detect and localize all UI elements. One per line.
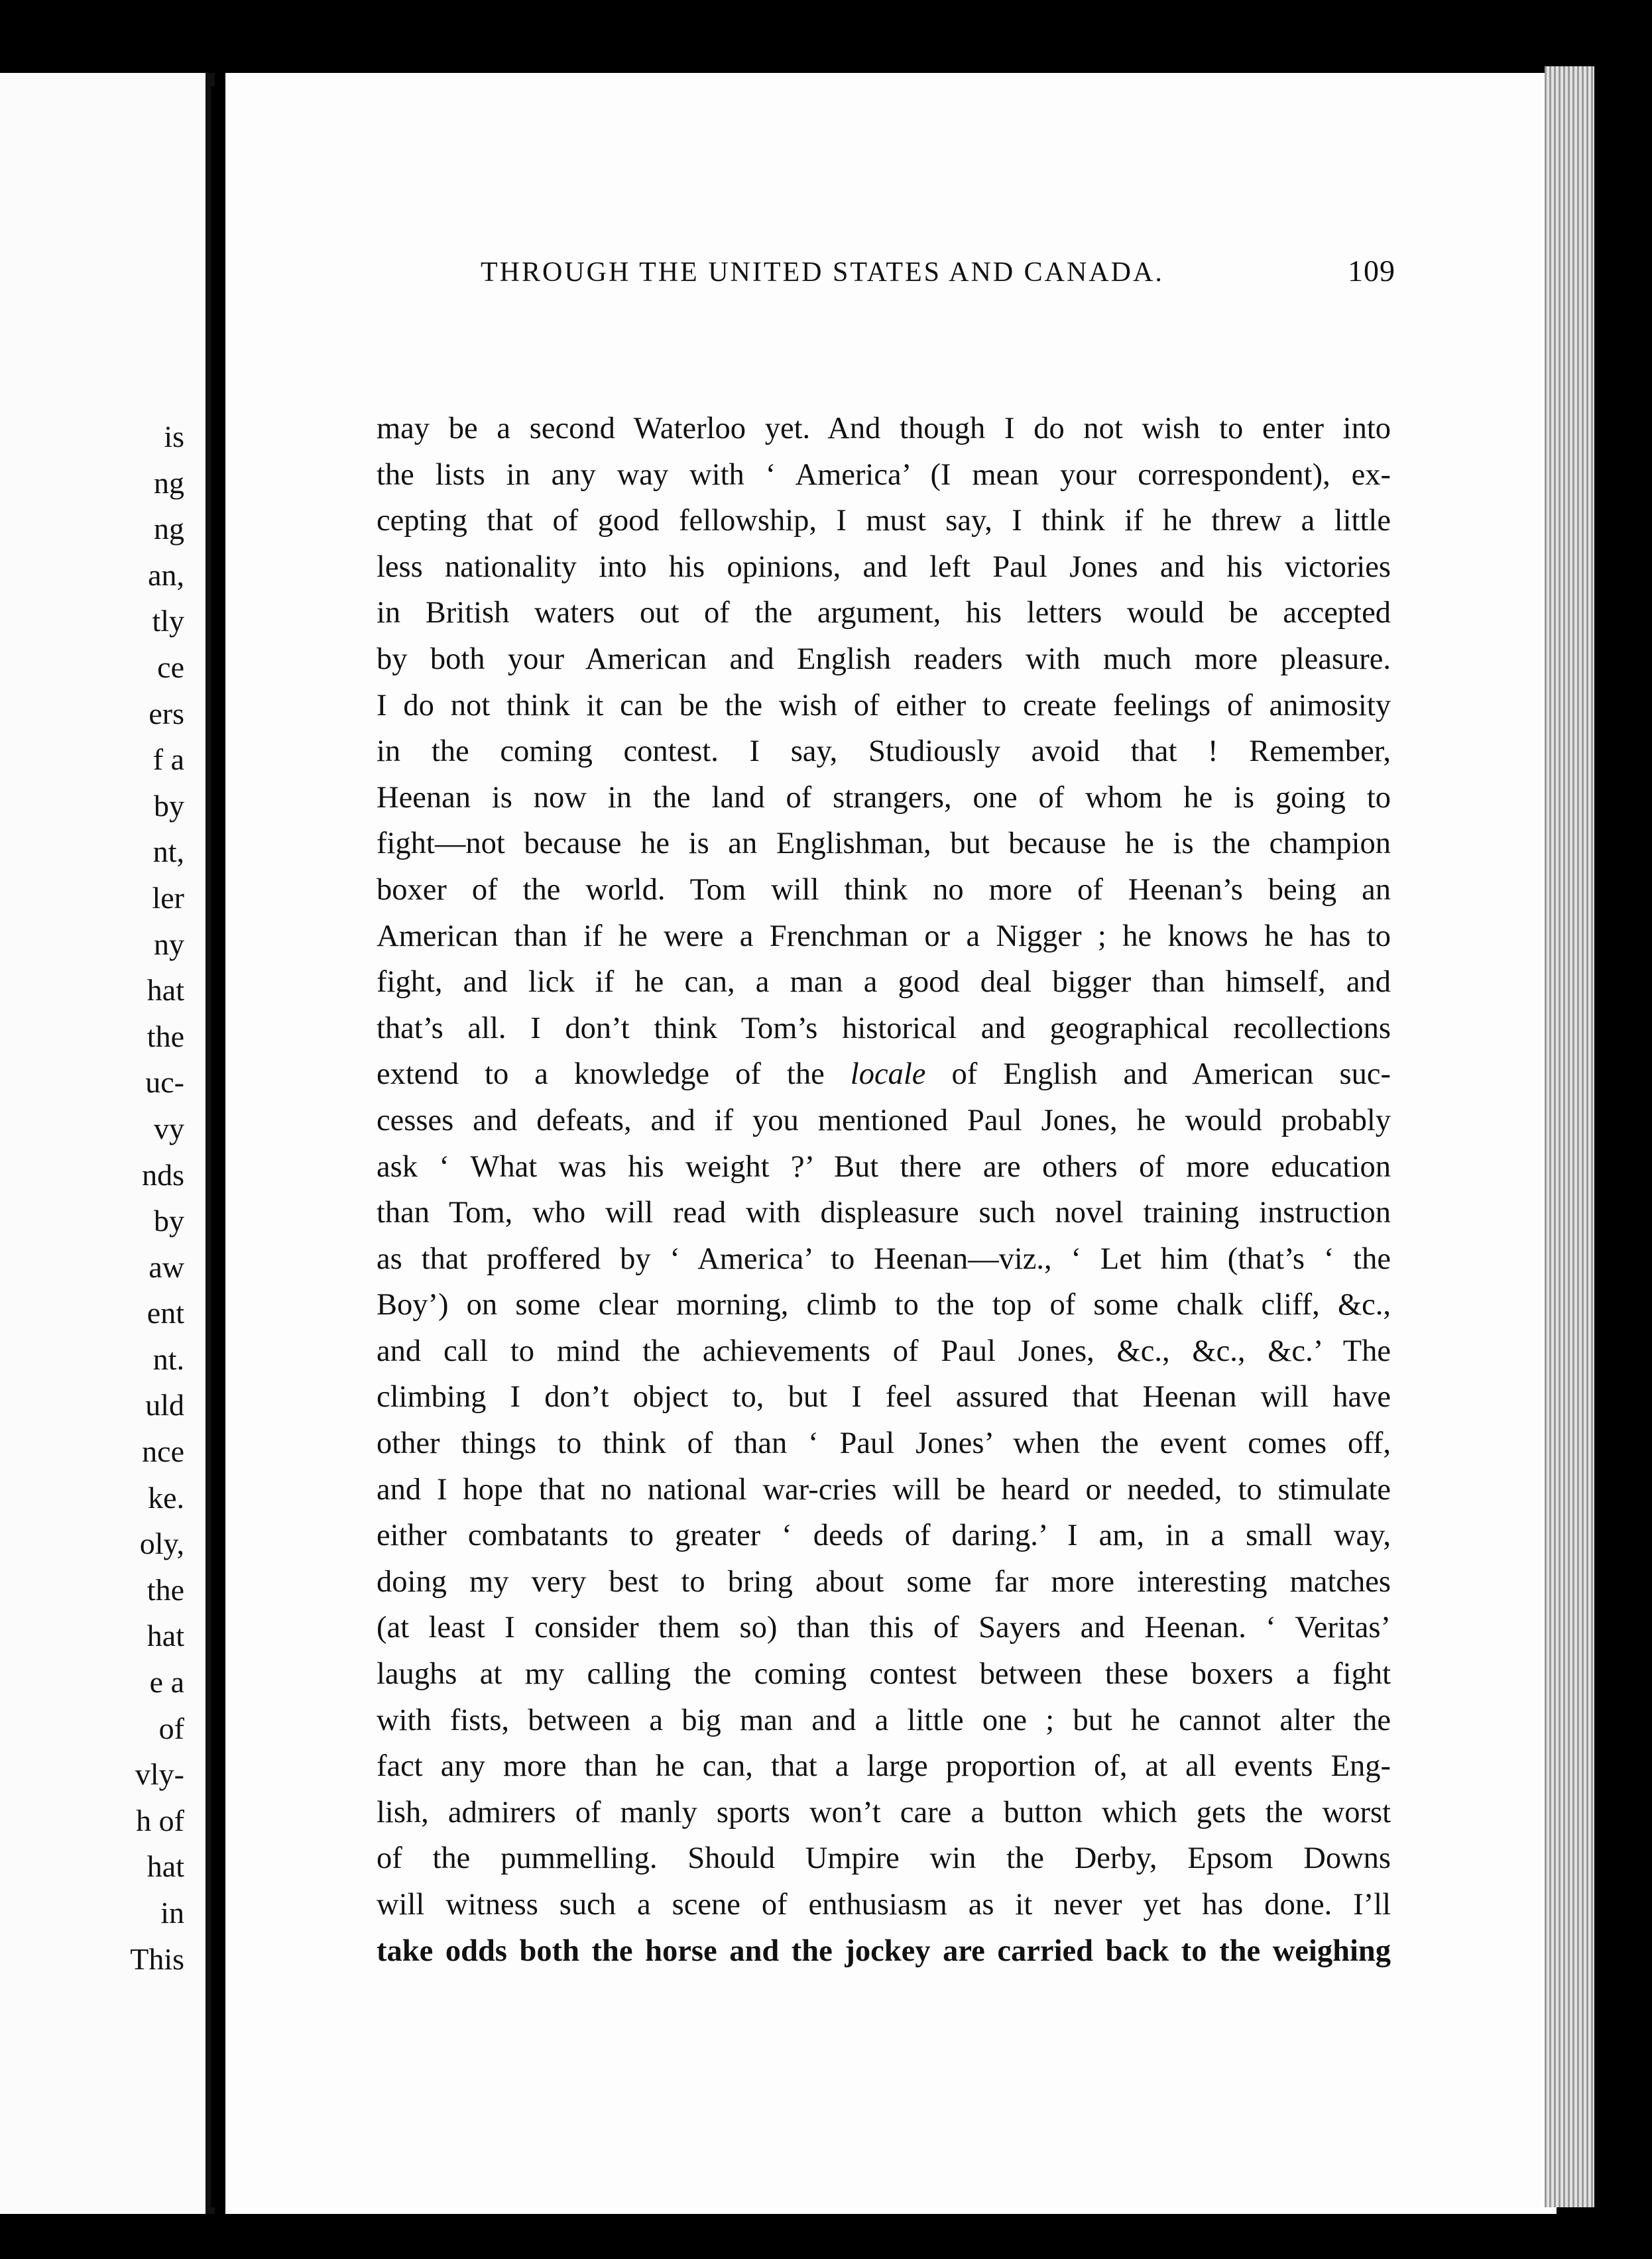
previous-page-fragment [0, 73, 215, 2214]
previous-page-line-fragment: h of [136, 1803, 184, 1837]
text-line: the lists in any way with ‘ America’ (I mean your correspondent), ex- [377, 457, 1391, 492]
text-line: cepting that of good fellowship, I must say, I think if he threw a little [377, 504, 1391, 538]
text-line: fact any more than he can, that a large proportion of, at all events Eng- [377, 1749, 1391, 1784]
text-line: climbing I don’t object to, but I feel assured that Heenan will have [377, 1380, 1391, 1415]
text-line: Boy’) on some clear morning, climb to the top of some chalk cliff, &c., [377, 1288, 1391, 1322]
text-line: fight—not because he is an Englishman, but because he is the champion [377, 827, 1391, 861]
previous-page-line-fragment: the [147, 1572, 184, 1607]
text-line: Heenan is now in the land of strangers, one of whom he is going to [377, 780, 1391, 815]
text-line: in British waters out of the argument, his letters would be accepted [377, 596, 1391, 630]
text-line: will witness such a scene of enthusiasm as it never yet has done. I’ll [377, 1888, 1391, 1922]
previous-page-line-fragment: e a [149, 1665, 184, 1700]
previous-page-line-fragment: nt. [152, 1342, 184, 1376]
running-title: THROUGH THE UNITED STATES AND CANADA. [481, 257, 1164, 288]
previous-page-line-fragment: ent [147, 1296, 184, 1330]
text-line: lish, admirers of manly sports won’t care a button which gets the worst [377, 1795, 1391, 1829]
previous-page-line-fragment: This [130, 1941, 184, 1976]
previous-page-line-fragment: by [154, 788, 184, 823]
previous-page-line-fragment: hat [147, 973, 184, 1008]
text-line: by both your American and English readers with much more pleasure. [377, 642, 1391, 676]
previous-page-line-fragment: ke. [148, 1480, 184, 1515]
book-gutter [211, 86, 217, 2207]
text-line: cesses and defeats, and if you mentioned Paul Jones, he would probably [377, 1103, 1391, 1137]
text-line: fight, and lick if he can, a man a good deal bigger than himself, and [377, 965, 1391, 1000]
previous-page-line-fragment: vy [154, 1111, 184, 1145]
text-line: and call to mind the achievements of Paul Jones, &c., &c., &c.’ The [377, 1334, 1391, 1368]
page-number: 109 [1348, 254, 1395, 288]
previous-page-line-fragment: ce [157, 650, 184, 684]
page-stack-edge [1545, 66, 1594, 2207]
previous-page-line-fragment: f a [152, 742, 184, 777]
previous-page-line-fragment: is [164, 420, 184, 453]
previous-page-line-fragment: ers [148, 696, 184, 730]
text-line: of the pummelling. Should Umpire win the Derby, Epsom Downs [377, 1841, 1391, 1876]
previous-page-line-fragment: ng [154, 465, 184, 500]
previous-page-line-fragment: ny [154, 927, 184, 961]
previous-page-line-fragment: hat [147, 1619, 184, 1653]
page-header [255, 253, 1395, 288]
previous-page-line-fragment: an, [148, 557, 184, 592]
previous-page-line-fragment: hat [147, 1849, 184, 1884]
text-line: I do not think it can be the wish of either to create feelings of animosity [377, 688, 1391, 723]
text-line: with fists, between a big man and a little one ; but he cannot alter the [377, 1703, 1391, 1737]
text-line: doing my very best to bring about some far more interesting matches [377, 1564, 1391, 1599]
previous-page-line-fragment: oly, [139, 1527, 184, 1561]
previous-page-line-fragment: ng [154, 512, 184, 546]
text-line: boxer of the world. Tom will think no more of Heenan’s being an [377, 872, 1391, 907]
previous-page-line-fragment: by [154, 1204, 184, 1238]
text-line: and I hope that no national war-cries will be heard or needed, to stimulate [377, 1472, 1391, 1507]
previous-page-line-fragment: nds [142, 1157, 184, 1192]
body-text [377, 406, 1391, 1974]
text-line: extend to a knowledge of the locale of English and American suc- [377, 1057, 1391, 1092]
text-line: other things to think of than ‘ Paul Jones’ when the event comes off, [377, 1426, 1391, 1461]
previous-page-line-fragment: tly [152, 604, 184, 638]
previous-page-line-fragment: uc- [145, 1065, 184, 1100]
previous-page-line-fragment: ler [152, 880, 184, 915]
italic-word: locale [850, 1057, 926, 1092]
text-line: may be a second Waterloo yet. And though I do not wish to enter into [377, 412, 1391, 445]
previous-page-line-fragment: vly- [135, 1757, 184, 1792]
text-line: than Tom, who will read with displeasure such novel training instruction [377, 1196, 1391, 1230]
text-line: less nationality into his opinions, and left Paul Jones and his victories [377, 550, 1391, 584]
text-line: in the coming contest. I say, Studiously avoid that ! Remember, [377, 734, 1391, 769]
previous-page-line-fragment: of [158, 1711, 184, 1745]
text-line: ask ‘ What was his weight ?’ But there are others of more education [377, 1149, 1391, 1184]
previous-page-line-fragment: aw [148, 1249, 184, 1284]
text-line: (at least I consider them so) than this of Sayers and Heenan. ‘ Veritas’ [377, 1611, 1391, 1645]
previous-page-line-fragment: nt, [152, 835, 184, 869]
previous-page-line-fragment: the [147, 1019, 184, 1053]
text-line: take odds both the horse and the jockey are carried back to the weighing [377, 1934, 1391, 1968]
previous-page-line-fragment: in [160, 1896, 184, 1930]
previous-page-line-fragment: uld [145, 1388, 184, 1422]
text-line: American than if he were a Frenchman or a Nigger ; he knows he has to [377, 919, 1391, 953]
text-line: that’s all. I don’t think Tom’s historical and geographical recollections [377, 1011, 1391, 1045]
previous-page-line-fragment: nce [142, 1434, 184, 1469]
previous-page-line-endings [130, 73, 184, 1982]
text-line: as that proffered by ‘ America’ to Heenan—viz., ‘ Let him (that’s ‘ the [377, 1242, 1391, 1276]
text-line: either combatants to greater ‘ deeds of daring.’ I am, in a small way, [377, 1519, 1391, 1553]
text-line: laughs at my calling the coming contest between these boxers a fight [377, 1657, 1391, 1692]
